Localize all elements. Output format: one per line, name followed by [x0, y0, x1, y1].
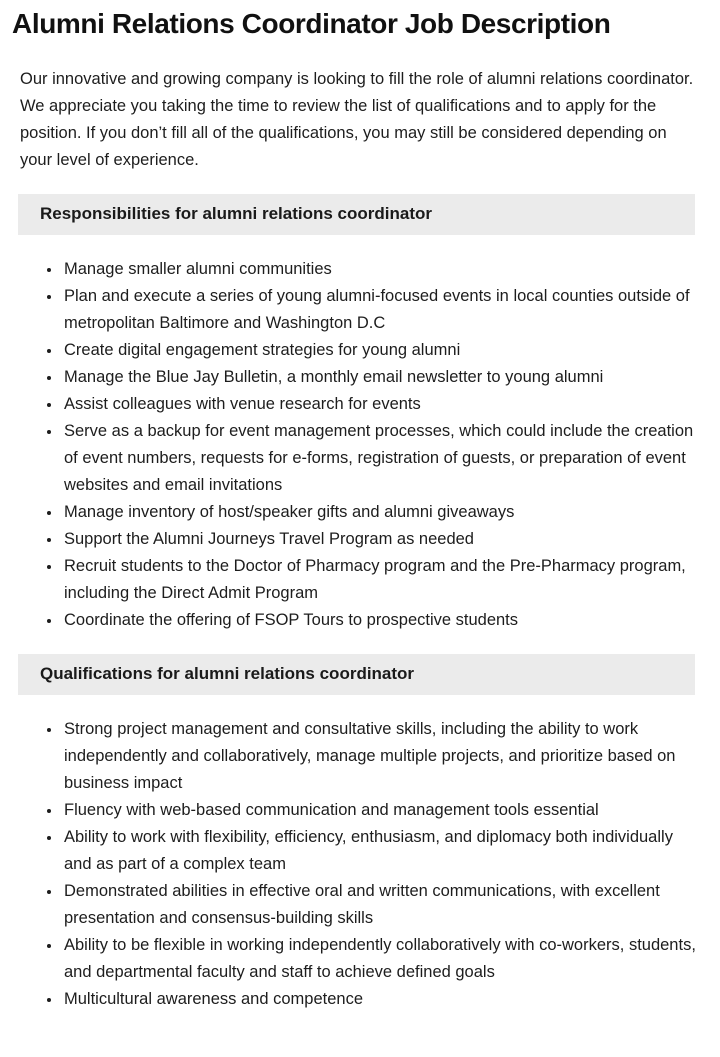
list-item: • Manage inventory of host/speaker gifts and alumni giveaways: [62, 499, 702, 526]
list-item: • Multicultural awareness and competence: [62, 986, 702, 1013]
responsibilities-list: [0, 256, 702, 634]
list-item: • Manage smaller alumni communities: [62, 256, 702, 283]
page-title: Alumni Relations Coordinator Job Description: [12, 8, 611, 39]
list-item: • Strong project management and consultative skills, including the ability to work independently and collaboratively, manage multiple projects, and prioritize based on business impact: [62, 716, 702, 797]
list-item: • Ability to be flexible in working independently collaboratively with co-workers, students, and departmental faculty and staff to achieve defined goals: [62, 932, 702, 986]
list-item: • Demonstrated abilities in effective oral and written communications, with excellent presentation and consensus-building skills: [62, 878, 702, 932]
list-item: • Plan and execute a series of young alumni-focused events in local counties outside of metropolitan Baltimore and Washington D.C: [62, 283, 702, 337]
list-item: • Assist colleagues with venue research for events: [62, 391, 702, 418]
qualifications-list: [0, 716, 702, 1013]
list-item: • Fluency with web-based communication and management tools essential: [62, 797, 702, 824]
list-item: • Serve as a backup for event management processes, which could include the creation of event numbers, requests for e-forms, registration of guests, or preparation of event websites and email invitations: [62, 418, 702, 499]
list-item: • Manage the Blue Jay Bulletin, a monthly email newsletter to young alumni: [62, 364, 702, 391]
list-item: • Create digital engagement strategies for young alumni: [62, 337, 702, 364]
list-item: • Ability to work with flexibility, efficiency, enthusiasm, and diplomacy both individually and as part of a complex team: [62, 824, 702, 878]
section-heading-label: Responsibilities for alumni relations coordinator: [40, 204, 433, 223]
section-heading-responsibilities: [18, 194, 695, 235]
list-item: • Coordinate the offering of FSOP Tours to prospective students: [62, 607, 702, 634]
section-heading-label: Qualifications for alumni relations coordinator: [40, 664, 415, 683]
section-heading-qualifications: [18, 654, 695, 695]
list-item: • Support the Alumni Journeys Travel Program as needed: [62, 526, 702, 553]
intro-paragraph: Our innovative and growing company is looking to fill the role of alumni relations coordinator. We appreciate you taking the time to review the list of qualifications and to apply for the position. If you don’t fill all of the qualifications, you may still be considered depending on your level of experience.: [20, 70, 694, 169]
list-item: • Recruit students to the Doctor of Pharmacy program and the Pre-Pharmacy program, including the Direct Admit Program: [62, 553, 702, 607]
